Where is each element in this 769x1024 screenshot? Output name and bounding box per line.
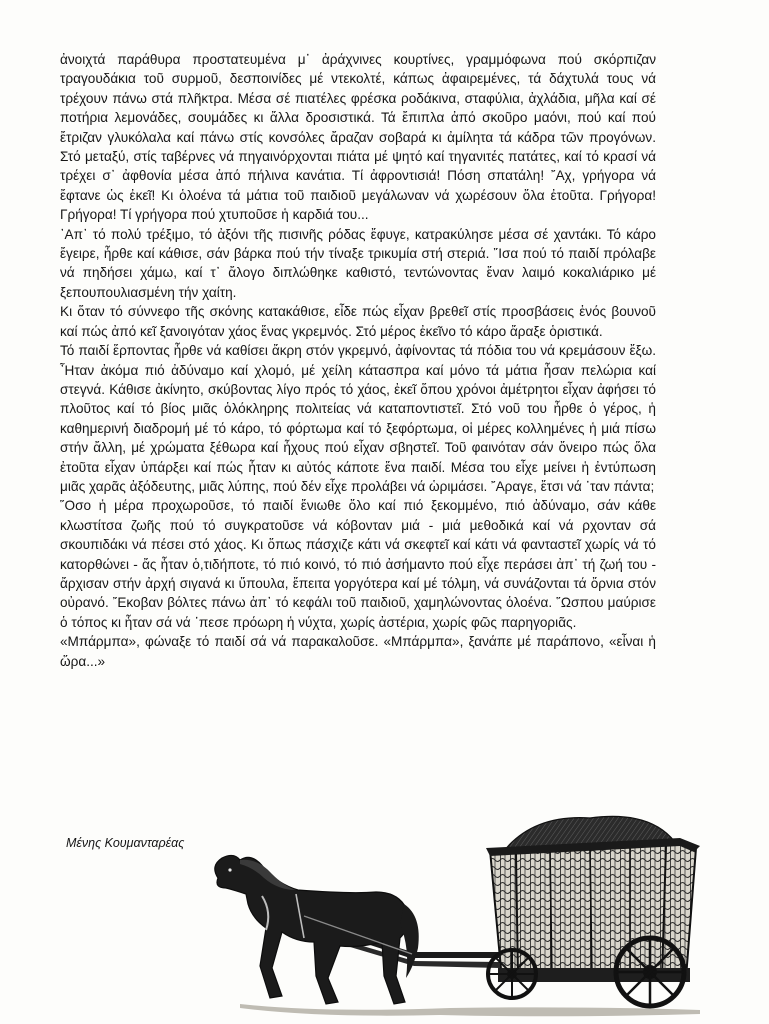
paragraph: ᾿Απ᾿ τό πολύ τρέξιμο, τό ἀξόνι τῆς πισινῆς ρόδας ἔφυγε, κατρακύλησε μέσα σέ χαντάκι. Τό κάρο ἔγειρε, ἦρθε καί κάθισε, σάν βάρκα πού τήν τίναξε τρικυμία στή στεριά. ῞Ισα πού τό παιδί πρόλαβε νά πηδήσει χάμω, καί τ᾿ ἄλογο διπλώθηκε καθιστό, τεντώνοντας ἕναν λαιμό κοκαλιάρικο μέ ξεπουπουλιασμένη τήν χαίτη.	[60, 226, 656, 300]
horse-cart-illustration	[200, 808, 720, 1020]
paragraph: Τό παιδί ἕρποντας ἦρθε νά καθίσει ἄκρη στόν γκρεμνό, ἀφίνοντας τά πόδια του νά κρεμάσουν ἔξω. ῏Ηταν ἀκόμα πιό ἀδύναμο καί χλομό, μέ χείλη κάτασπρα καί μόνο τά μάτια ἦσαν πελώρια καί στεγνά. Κάθισε ἀκίνητο, σκύβοντας λίγο πρός τό χάος, ἐκεῖ ὅπου χρόνοι ἀμέτρητοι εἶχαν ἀφήσει τό πλοῦτος καί τό βίος μιᾶς ὁλόκληρης πολιτείας νά καταποντιστεῖ. Στό νοῦ του ἦρθε ὁ γέρος, ἡ καθημερινή διαδρομή μέ τό κάρο, τό φόρτωμα καί τό ξεφόρτωμα, οἱ μέρες κολλημένες ἡ μιά πίσω στήν ἄλλη, μέ χρώματα ξέθωρα καί ἦχους πού εἶχαν σβηστεῖ. Τοῦ φαινόταν σάν ὄνειρο πώς ὅλα ἐτοῦτα εἶχαν ὑπάρξει καί πώς ἦταν κι αὐτός κάποτε ἕνα παιδί. Μέσα του εἶχε μείνει ἡ ἐντύπωση μιᾶς χαρᾶς ἀξόδευτης, μιᾶς λύπης, πού δέν εἶχε προλάβει νά ὡριμάσει. ῎Αραγε, ἔτσι νά ᾿ταν πάντα;	[60, 343, 656, 494]
horse	[215, 855, 419, 1004]
paragraph: ῞Οσο ἡ μέρα προχωροῦσε, τό παιδί ἔνιωθε ὅλο καί πιό ξεκομμένο, πιό ἀδύναμο, σάν κάθε κλωστίτσα ζωῆς πού τό συγκρατοῦσε νά κόβονταν μιά - μιά μεθοδικά καί νά ρχονταν σά σκουπιδάκι νά πέσει στό χάος. Κι ὅπως πάσχιζε κάτι νά σκεφτεῖ καί κάτι νά φανταστεῖ χωρίς νά τό κατορθώνει - ἄς ἦταν ὁ,τιδήποτε, τό πιό κοινό, τό πιό ἀσήμαντο πού εἶχε περάσει ἀπ᾿ τή ζωή του - ἄρχισαν στήν ἀρχή σιγανά κι ὕπουλα, ἔπειτα γοργότερα καί μέ τόλμη, νά συνάζονται τά ὄρνια στόν οὐρανό. ῎Εκοβαν βόλτες πάνω ἀπ᾿ τό κεφάλι τοῦ παιδιοῦ, χαμηλώνοντας ὁλοένα. ῞Ωσπου μαύρισε ὁ τόπος κι ἦταν σά νά ᾿πεσε πρόωρη ἡ νύχτα, χωρίς ἀστέρια, χωρίς φῶς παρηγοριᾶς.	[60, 498, 656, 630]
ground-shadow	[240, 1004, 700, 1016]
author-signature: Μένης Κουμανταρέας	[66, 836, 185, 850]
paragraph: ἀνοιχτά παράθυρα προστατευμένα μ᾿ ἀράχνινες κουρτίνες, γραμμόφωνα πού σκόρπιζαν τραγουδάκια τοῦ συρμοῦ, δεσποινίδες μέ ντεκολτέ, κάπως ἀφαιρεμένες, τά δάχτυλά τους νά τρέχουν πάνω στά πλῆκτρα. Μέσα σέ πιατέλες φρέσκα ροδάκινα, σταφύλια, ἀχλάδια, μῆλα καί σέ ποτήρια λεμονάδες, σουμάδες κι ἄλλα δροσιστικά. Τά ἔπιπλα ἀπό σκοῦρο μαόνι, πού καί πού ἔτριζαν γλυκόλαλα καί πάνω στίς κονσόλες ἄραζαν σοβαρά κι ἀμίλητα τά κάδρα τῶν προγόνων. Στό μεταξύ, στίς ταβέρνες νά πηγαινόρχονται πιάτα μέ ψητό καί τηγανιτές πατάτες, καί τό κρασί νά τρέχει σ᾿ ἀφθονία μέσα ἀπό πήλινα κανάτια. Τί ἀφροντισιά! Πόση σπατάλη! ῎Αχ, γρήγορα νά ἔφτανε ὡς ἐκεῖ! Κι ὁλοένα τά μάτια τοῦ παιδιοῦ μεγάλωναν νά χωρέσουν ὅλα ἐτοῦτα. Γρήγορα! Γρήγορα! Τί γρήγορα πού χτυποῦσε ἡ καρδιά του...	[60, 52, 656, 223]
paragraph: «Μπάρμπα», φώναξε τό παιδί σά νά παρακαλοῦσε. «Μπάρμπα», ξανάπε μέ παράπονο, «εἶναι ἡ ὥρα...»	[60, 634, 656, 669]
paragraph: Κι ὅταν τό σύννεφο τῆς σκόνης κατακάθισε, εἶδε πώς εἶχαν βρεθεῖ στίς προσβάσεις ἑνός βουνοῦ καί πώς ἀπό κεῖ ξανοιγόταν χάος ἕνας γκρεμνός. Στό μέρος ἐκεῖνο τό κάρο ἄραξε ὁριστικά.	[60, 304, 656, 339]
story-text	[60, 50, 656, 671]
